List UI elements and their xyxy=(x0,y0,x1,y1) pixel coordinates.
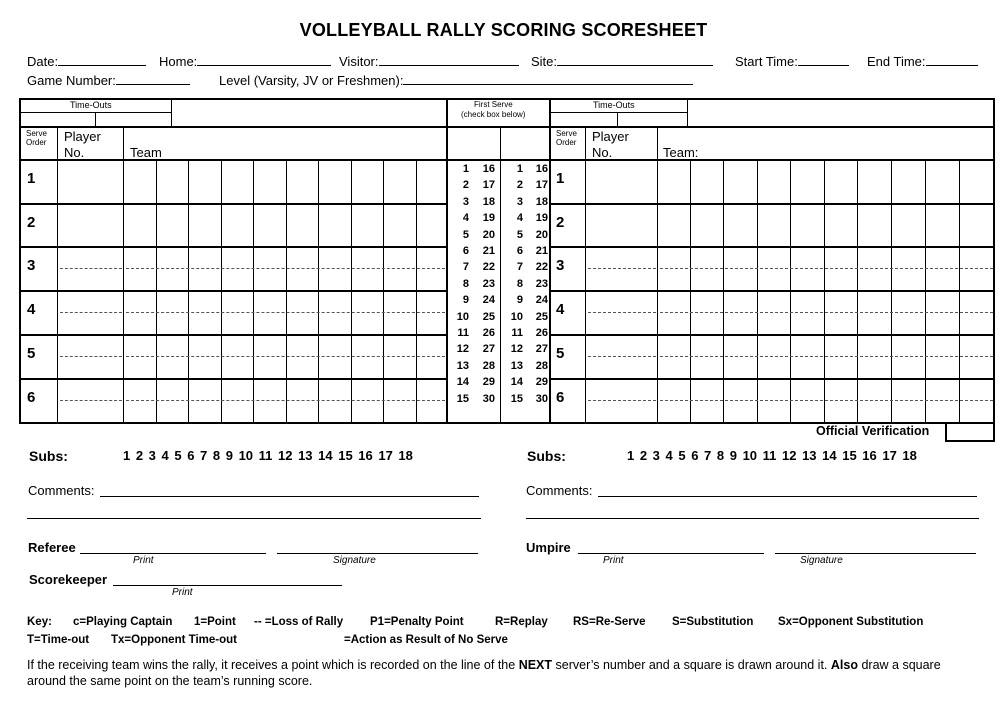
score-right-20[interactable]: 20 xyxy=(535,228,548,241)
comments-line-right-2[interactable] xyxy=(526,518,979,519)
score-right-23[interactable]: 23 xyxy=(535,277,548,290)
key-replay: R=Replay xyxy=(495,616,548,628)
score-right-16[interactable]: 16 xyxy=(535,163,548,175)
comments-label-left: Comments: xyxy=(28,483,95,498)
serve-order-right-3: 3 xyxy=(556,257,565,274)
key-penalty-point: P1=Penalty Point xyxy=(370,616,464,628)
score-right-10[interactable]: 10 xyxy=(510,310,523,323)
score-right-14[interactable]: 14 xyxy=(510,376,523,389)
score-left-25[interactable]: 25 xyxy=(482,310,495,323)
key-no-serve-action: =Action as Result of No Serve xyxy=(344,634,508,646)
official-verification-label: Official Verification xyxy=(816,424,930,438)
comments-line-left-2[interactable] xyxy=(27,518,481,519)
score-right-21[interactable]: 21 xyxy=(535,245,548,257)
subs-label-right: Subs: xyxy=(527,448,566,464)
key-time-out: T=Time-out xyxy=(27,634,90,646)
note-text-1: If the receiving team wins the rally, it receives a point which is recorded on the line of the xyxy=(27,658,519,672)
score-right-28[interactable]: 28 xyxy=(535,359,548,372)
start-time-field[interactable] xyxy=(735,54,849,69)
score-left-22[interactable]: 22 xyxy=(482,261,495,274)
comments-label-right: Comments: xyxy=(526,483,593,498)
key-playing-captain: c=Playing Captain xyxy=(73,616,173,628)
note-next-emphasis: NEXT xyxy=(518,658,553,672)
score-right-12[interactable]: 12 xyxy=(510,343,523,356)
no-label-left: No. xyxy=(64,145,85,160)
game-number-label: Game Number: xyxy=(27,73,116,88)
first-serve-label: First Serve xyxy=(474,100,513,109)
comments-line-right-1[interactable] xyxy=(598,496,977,497)
order-label-right: Order xyxy=(556,138,577,147)
key-label: Key: xyxy=(27,616,52,628)
score-left-6[interactable]: 6 xyxy=(462,245,469,257)
score-right-30[interactable]: 30 xyxy=(535,392,548,405)
note-text-2: server’s number and a square is drawn around it. xyxy=(552,658,831,672)
score-right-4[interactable]: 4 xyxy=(516,212,523,225)
level-label: Level (Varsity, JV or Freshmen): xyxy=(219,73,404,88)
score-left-17[interactable]: 17 xyxy=(482,179,495,192)
score-right-29[interactable]: 29 xyxy=(535,376,548,389)
score-right-5[interactable]: 5 xyxy=(516,228,523,241)
score-left-18[interactable]: 18 xyxy=(482,195,495,208)
visitor-label: Visitor: xyxy=(339,54,379,69)
score-left-3[interactable]: 3 xyxy=(462,195,469,208)
umpire-print-caption: Print xyxy=(603,555,624,566)
umpire-label: Umpire xyxy=(526,540,571,555)
end-time-label: End Time: xyxy=(867,54,926,69)
subs-label-left: Subs: xyxy=(29,448,68,464)
scorekeeper-print-line[interactable] xyxy=(113,585,342,586)
serve-order-left-2: 2 xyxy=(27,214,36,231)
score-left-28[interactable]: 28 xyxy=(482,359,495,372)
score-left-7[interactable]: 7 xyxy=(462,261,469,274)
serve-order-right-5: 5 xyxy=(556,345,565,362)
game-number-field[interactable] xyxy=(27,73,190,88)
score-left-29[interactable]: 29 xyxy=(482,376,495,389)
serve-order-right-4: 4 xyxy=(556,301,565,318)
score-right-1[interactable]: 1 xyxy=(516,163,523,175)
team-label-left: Team xyxy=(130,145,162,160)
score-right-27[interactable]: 27 xyxy=(535,343,548,356)
key-point: 1=Point xyxy=(194,616,236,628)
score-left-14[interactable]: 14 xyxy=(456,376,469,389)
score-right-24[interactable]: 24 xyxy=(535,294,548,307)
score-left-27[interactable]: 27 xyxy=(482,343,495,356)
timeout-box-left[interactable] xyxy=(96,113,170,126)
team-label-right: Team: xyxy=(663,145,699,160)
score-left-30[interactable]: 30 xyxy=(482,392,495,405)
key-loss-of-rally: -- =Loss of Rally xyxy=(254,616,344,628)
serve-order-left-5: 5 xyxy=(27,345,36,362)
score-left-11[interactable]: 11 xyxy=(457,327,469,339)
scoring-note xyxy=(27,657,977,689)
key-substitution: S=Substitution xyxy=(672,616,754,628)
visitor-field[interactable] xyxy=(339,54,519,69)
referee-label: Referee xyxy=(28,540,76,555)
score-left-21[interactable]: 21 xyxy=(482,245,495,257)
note-also-emphasis: Also xyxy=(830,658,858,672)
order-label-left: Order xyxy=(26,138,47,147)
home-label: Home: xyxy=(159,54,198,69)
timeouts-left-label: Time-Outs xyxy=(70,100,112,110)
check-box-label: (check box below) xyxy=(461,110,526,119)
umpire-signature-line[interactable] xyxy=(775,553,976,554)
score-right-13[interactable]: 13 xyxy=(510,359,523,372)
serve-order-left-1: 1 xyxy=(27,170,36,187)
serve-order-right-1: 1 xyxy=(556,170,565,187)
referee-print-line[interactable] xyxy=(80,553,266,554)
player-label-left: Player xyxy=(64,129,101,144)
score-right-9[interactable]: 9 xyxy=(516,294,523,307)
note-text-3: draw a square around the same point on the team’s running score. xyxy=(27,658,941,688)
score-left-15[interactable]: 15 xyxy=(456,392,469,405)
score-right-2[interactable]: 2 xyxy=(516,179,523,192)
referee-print-caption: Print xyxy=(133,555,154,566)
referee-signature-caption: Signature xyxy=(333,555,376,566)
key-opponent-substitution: Sx=Opponent Substitution xyxy=(778,616,924,628)
score-right-19[interactable]: 19 xyxy=(535,212,548,225)
end-time-field[interactable] xyxy=(867,54,978,69)
score-left-10[interactable]: 10 xyxy=(456,310,469,323)
key-re-serve: RS=Re-Serve xyxy=(573,616,646,628)
serve-order-right-6: 6 xyxy=(556,389,565,406)
score-right-15[interactable]: 15 xyxy=(510,392,523,405)
score-right-18[interactable]: 18 xyxy=(535,195,548,208)
scorekeeper-print-caption: Print xyxy=(172,587,193,598)
serve-order-right-2: 2 xyxy=(556,214,565,231)
player-label-right: Player xyxy=(592,129,629,144)
score-left-1[interactable]: 1 xyxy=(462,163,469,175)
no-label-right: No. xyxy=(592,145,613,160)
serve-order-left-3: 3 xyxy=(27,257,36,274)
score-right-22[interactable]: 22 xyxy=(535,261,548,274)
umpire-print-line[interactable] xyxy=(578,553,764,554)
score-right-17[interactable]: 17 xyxy=(535,179,548,192)
site-field[interactable] xyxy=(531,54,713,69)
subs-numbers-left: 1 2 3 4 5 6 7 8 9 10 11 12 13 14 15 16 17 18 xyxy=(123,448,413,463)
score-left-8[interactable]: 8 xyxy=(462,277,469,290)
site-label: Site: xyxy=(531,54,558,69)
score-right-3[interactable]: 3 xyxy=(516,195,523,208)
scorekeeper-label: Scorekeeper xyxy=(29,572,108,587)
score-right-6[interactable]: 6 xyxy=(516,245,523,257)
score-left-12[interactable]: 12 xyxy=(456,343,469,356)
level-field[interactable] xyxy=(219,73,693,88)
score-left-16[interactable]: 16 xyxy=(482,163,495,175)
score-left-13[interactable]: 13 xyxy=(456,359,469,372)
timeouts-right-label: Time-Outs xyxy=(593,100,635,110)
score-right-26[interactable]: 26 xyxy=(535,327,548,339)
umpire-signature-caption: Signature xyxy=(800,555,843,566)
score-right-11[interactable]: 11 xyxy=(511,327,523,339)
score-right-8[interactable]: 8 xyxy=(516,277,523,290)
score-right-7[interactable]: 7 xyxy=(516,261,523,274)
score-right-25[interactable]: 25 xyxy=(535,310,548,323)
score-left-2[interactable]: 2 xyxy=(462,179,469,192)
score-left-24[interactable]: 24 xyxy=(482,294,495,307)
home-field[interactable] xyxy=(159,54,331,69)
score-left-5[interactable]: 5 xyxy=(462,228,469,241)
score-left-4[interactable]: 4 xyxy=(462,212,469,225)
date-field[interactable] xyxy=(27,54,146,69)
referee-signature-line[interactable] xyxy=(277,553,478,554)
date-label: Date: xyxy=(27,54,59,69)
subs-numbers-right: 1 2 3 4 5 6 7 8 9 10 11 12 13 14 15 16 17 18 xyxy=(627,448,917,463)
serve-order-left-4: 4 xyxy=(27,301,36,318)
serve-order-left-6: 6 xyxy=(27,389,36,406)
key-opponent-time-out: Tx=Opponent Time-out xyxy=(111,634,237,646)
serve-label-left: Serve xyxy=(26,129,47,138)
score-left-20[interactable]: 20 xyxy=(482,228,495,241)
score-left-19[interactable]: 19 xyxy=(482,212,495,225)
score-left-26[interactable]: 26 xyxy=(482,327,495,339)
start-time-label: Start Time: xyxy=(735,54,798,69)
score-left-9[interactable]: 9 xyxy=(462,294,469,307)
official-verification-box[interactable] xyxy=(945,424,995,442)
serve-label-right: Serve xyxy=(556,129,577,138)
sheet-title: VOLLEYBALL RALLY SCORING SCORESHEET xyxy=(299,20,708,40)
comments-line-left-1[interactable] xyxy=(100,496,479,497)
score-left-23[interactable]: 23 xyxy=(482,277,495,290)
